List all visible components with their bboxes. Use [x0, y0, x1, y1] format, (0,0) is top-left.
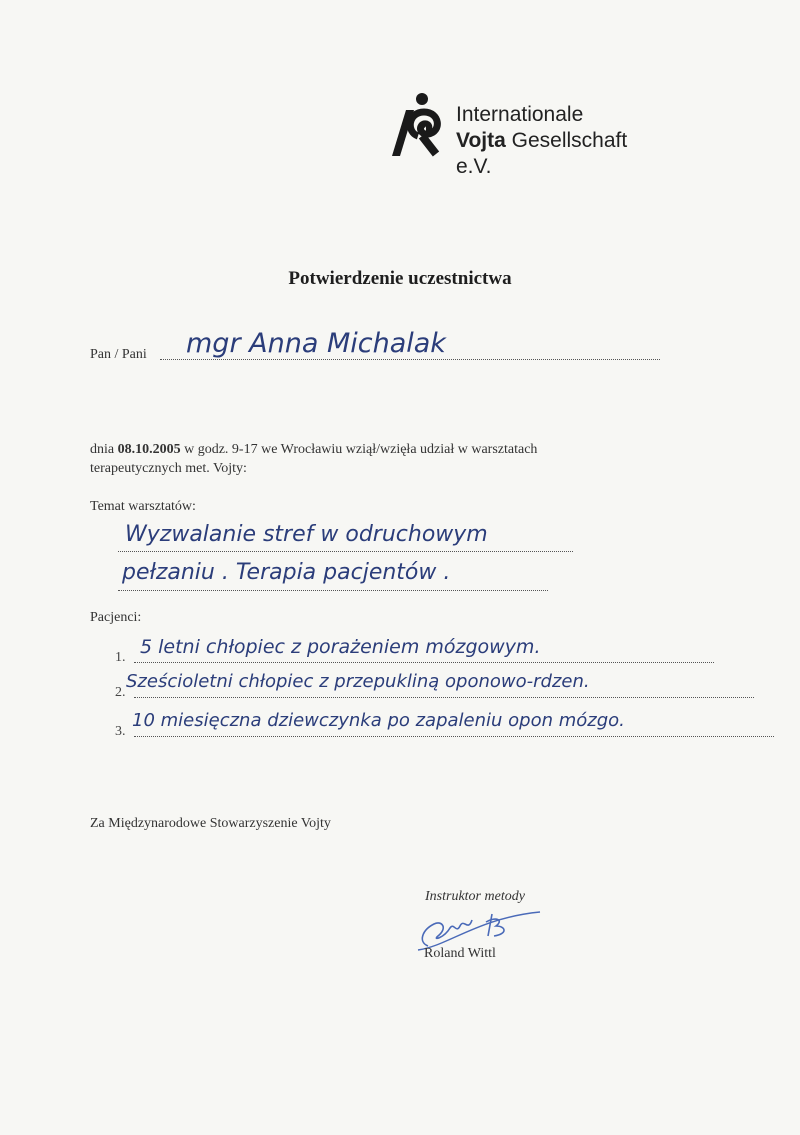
temat-line-2: pełzaniu . Terapia pacjentów . [122, 560, 451, 585]
instructor-label: Instruktor metody [425, 889, 525, 904]
date-rest: w godz. 9-17 we Wrocławiu wziął/wzięła udział w warsztatach [184, 442, 538, 457]
patient-2-number: 2. [115, 685, 126, 700]
patient-1-number: 1. [115, 650, 126, 665]
patient-3-dotted-line [134, 736, 774, 737]
temat-line-1: Wyzwalanie stref w odruchowym [125, 522, 488, 547]
pan-pani-label: Pan / Pani [90, 347, 147, 362]
logo-line2 [456, 128, 668, 180]
date-line-2: terapeutycznych met. Vojty: [90, 461, 247, 476]
vojta-logo [388, 92, 668, 178]
temat-dotted-line-2 [118, 590, 548, 591]
logo-line2-rest: Gesellschaft e.V. [456, 129, 628, 178]
workshop-date: 08.10.2005 [117, 442, 181, 457]
pacjenci-label: Pacjenci: [90, 610, 142, 625]
instructor-name: Roland Wittl [424, 946, 496, 961]
patient-2-dotted-line [134, 697, 754, 698]
logo-text [456, 102, 668, 180]
patient-2-text: Sześcioletni chłopiec z przepukliną oponowo-rdzen. [126, 671, 590, 692]
logo-line1: Internationale [456, 103, 584, 126]
document-title: Potwierdzenie uczestnictwa [288, 268, 512, 289]
date-prefix: dnia [90, 442, 115, 457]
participant-name: mgr Anna Michalak [186, 328, 446, 359]
date-line-1 [90, 442, 537, 458]
temat-dotted-line-1 [118, 551, 573, 552]
association-line: Za Międzynarodowe Stowarzyszenie Vojty [90, 816, 331, 831]
patient-1-text: 5 letni chłopiec z porażeniem mózgowym. [140, 636, 541, 658]
temat-label: Temat warsztatów: [90, 499, 196, 514]
patient-1-dotted-line [134, 662, 714, 663]
pan-pani-dotted-line [160, 359, 660, 360]
patient-3-text: 10 miesięczna dziewczynka po zapaleniu opon mózgo. [132, 710, 625, 731]
vojta-logo-icon [388, 92, 452, 162]
logo-line2-bold: Vojta [456, 129, 506, 152]
patient-3-number: 3. [115, 724, 126, 739]
